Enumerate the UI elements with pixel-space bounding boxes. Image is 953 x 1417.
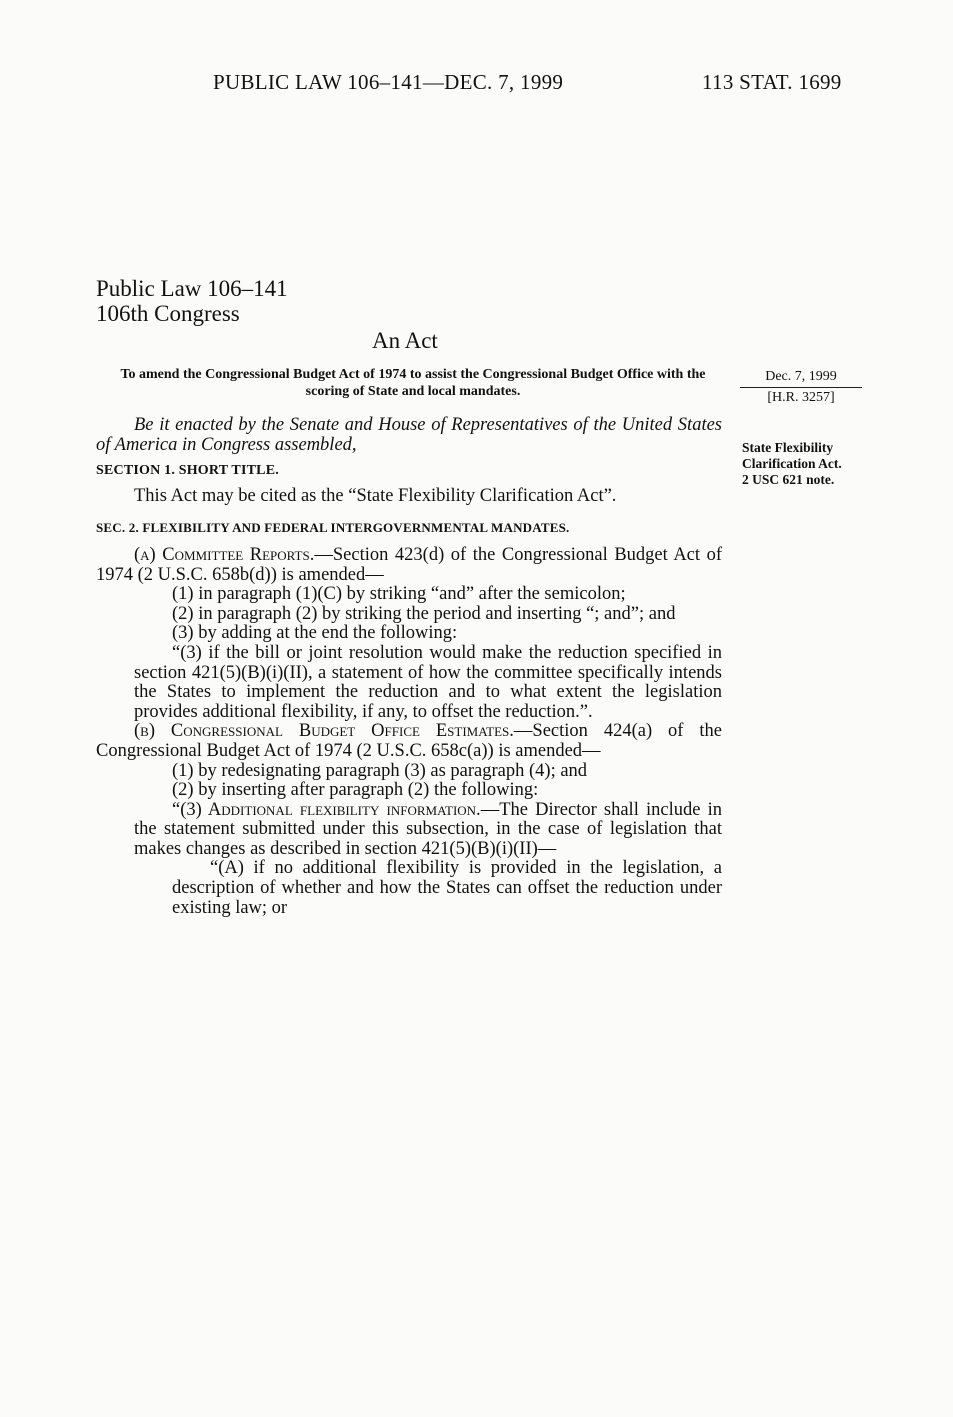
- margin-divider: [740, 387, 862, 388]
- public-law-number: Public Law 106–141: [96, 276, 288, 301]
- congress-number: 106th Congress: [96, 301, 240, 326]
- section-1-text: This Act may be cited as the “State Flexibility Clarification Act”.: [134, 485, 617, 506]
- section-2-heading: SEC. 2. FLEXIBILITY AND FEDERAL INTERGOVERNMENTAL MANDATES.: [96, 520, 570, 536]
- paragraph-b2: (2) by inserting after paragraph (2) the following:: [172, 780, 539, 801]
- body-text: [96, 416, 722, 918]
- quoted-paragraph-b3-label: “(3) Additional flexibility information.: [172, 799, 481, 820]
- act-title: An Act: [372, 328, 438, 353]
- margin-note-line: Clarification Act.: [742, 456, 842, 471]
- subsection-b-text: —Section 424(a) of the Congressional Budget Act of 1974 (2 U.S.C. 658c(a)) is amended—: [96, 721, 722, 761]
- paragraph-a2: (2) in paragraph (2) by striking the period and inserting “; and”; and: [172, 603, 676, 624]
- subsection-a: [96, 546, 722, 585]
- quoted-paragraph-3: “(3) if the bill or joint resolution would make the reduction specified in section 421(5)(B)(i)(II), a statement of how the committee specifically intends the States to implement the reduction and to what extent the legislation provides additional flexibility, if any, to offset the reduction.”.: [134, 642, 722, 722]
- running-header-right: 113 STAT. 1699: [702, 70, 842, 94]
- subsection-a-text: —Section 423(d) of the Congressional Budget Act of 1974 (2 U.S.C. 658b(d)) is amended—: [96, 544, 723, 585]
- subsection-b: [96, 722, 722, 761]
- paragraph-b1: (1) by redesignating paragraph (3) as paragraph (4); and: [172, 760, 588, 781]
- quoted-subparagraph-a: “(A) if no additional flexibility is provided in the legislation, a description of whether and how the States can offset the reduction under existing law; or: [172, 858, 722, 918]
- subsection-b-label: (b) Congressional Budget Office Estimates.: [134, 721, 514, 742]
- margin-bill-number: [H.R. 3257]: [767, 390, 835, 405]
- section-1-heading: SECTION 1. SHORT TITLE.: [96, 463, 279, 479]
- running-header-left: PUBLIC LAW 106–141—DEC. 7, 1999: [213, 70, 564, 94]
- margin-note: [742, 440, 842, 488]
- paragraph-a3: (3) by adding at the end the following:: [172, 623, 458, 644]
- margin-note-line: State Flexibility: [742, 440, 834, 455]
- quoted-paragraph-b3-text: —The Director shall include in the statement submitted under this subsection, in the case of legislation that makes changes as described in section 421(5)(B)(i)(II)—: [134, 799, 722, 859]
- enacting-clause: Be it enacted by the Senate and House of Representatives of the United States of America in Congress assembled,: [96, 415, 722, 455]
- margin-date: Dec. 7, 1999: [765, 369, 837, 384]
- subsection-a-label: (a) Committee Reports.: [134, 544, 315, 565]
- margin-note-line: 2 USC 621 note.: [742, 472, 835, 487]
- paragraph-a1: (1) in paragraph (1)(C) by striking “and” after the semicolon;: [172, 584, 626, 605]
- purpose-statement: To amend the Congressional Budget Act of 1974 to assist the Congressional Budget Office with the scoring of State and local mandates.: [120, 367, 706, 399]
- quoted-paragraph-b3: [96, 801, 722, 860]
